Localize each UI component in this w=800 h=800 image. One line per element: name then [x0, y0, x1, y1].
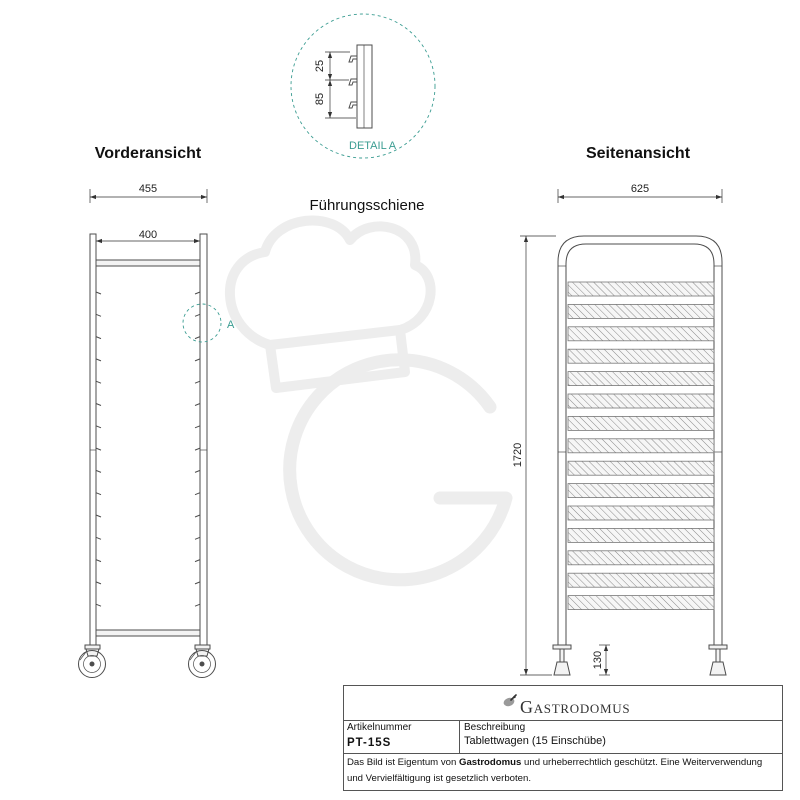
- front-left-slide: [96, 604, 101, 606]
- article-number-label: Artikelnummer: [347, 722, 412, 733]
- front-left-slide: [96, 426, 101, 428]
- side-tray: [568, 439, 714, 453]
- title-block: [343, 685, 783, 791]
- detail-top-dimension-label: 25: [314, 59, 326, 73]
- side-tray: [568, 596, 714, 610]
- side-tray: [568, 484, 714, 498]
- side-tray: [568, 349, 714, 363]
- front-outer-width-label: 455: [138, 183, 158, 195]
- detail-a: [291, 14, 435, 214]
- front-left-slide: [96, 448, 101, 450]
- front-view-title: Vorderansicht: [94, 145, 202, 162]
- front-left-slide: [96, 337, 101, 339]
- front-right-slide: [195, 292, 200, 294]
- front-bottom-crossbar: [96, 630, 200, 636]
- front-inner-width-label: 400: [138, 229, 158, 241]
- side-tray: [568, 416, 714, 430]
- side-right-foot: [709, 645, 727, 675]
- side-tray: [568, 551, 714, 565]
- logo-row: [344, 686, 782, 721]
- front-right-slide: [195, 493, 200, 495]
- front-left-slide: [96, 470, 101, 472]
- front-left-caster: [79, 645, 106, 678]
- guide-rail-profile: [349, 45, 372, 128]
- front-left-slide: [96, 359, 101, 361]
- side-depth-dimension: [558, 183, 722, 203]
- front-right-slide: [195, 337, 200, 339]
- detail-a-label: DETAIL A: [349, 140, 397, 152]
- side-depth-label: 625: [630, 183, 650, 195]
- front-left-slide: [96, 560, 101, 562]
- front-right-slide: [195, 404, 200, 406]
- front-left-post: [90, 234, 96, 645]
- front-right-slide: [195, 448, 200, 450]
- front-right-slide: [195, 537, 200, 539]
- side-tray: [568, 304, 714, 318]
- front-right-caster: [189, 645, 216, 678]
- front-right-slide: [195, 426, 200, 428]
- description-value: Tablettwagen (15 Einschübe): [464, 735, 606, 747]
- side-left-foot: [553, 645, 571, 675]
- front-left-slide: [96, 381, 101, 383]
- front-right-slide: [195, 515, 200, 517]
- side-tray: [568, 372, 714, 386]
- description-label: Beschreibung: [464, 722, 526, 733]
- copyright-notice: [344, 754, 782, 788]
- chef-hat-g-watermark: [230, 220, 506, 579]
- front-left-slide: [96, 292, 101, 294]
- brand-logo-text: GASTRODOMUS: [520, 697, 631, 717]
- front-right-slide: [195, 470, 200, 472]
- front-right-slide: [195, 560, 200, 562]
- side-tray: [568, 528, 714, 542]
- front-left-slide: [96, 314, 101, 316]
- front-inner-width-dimension: [96, 229, 200, 241]
- front-left-slide: [96, 537, 101, 539]
- detail-pitch-dimension-label: 85: [314, 92, 326, 106]
- chef-hat-logo-icon: [502, 694, 518, 708]
- side-tray: [568, 327, 714, 341]
- side-foot-height-dimension: [592, 645, 610, 675]
- side-height-dimension: [512, 236, 556, 675]
- side-view: [512, 145, 727, 675]
- side-tray: [568, 461, 714, 475]
- copyright-notice-start: Das Bild ist Eigentum von: [347, 757, 459, 768]
- copyright-notice-end: und urheberrechtlich geschützt. Eine Weiterverwendung und Vervielfältigung ist gesetzlich verboten.: [347, 757, 763, 784]
- side-tray: [568, 573, 714, 587]
- side-trays: [568, 282, 714, 610]
- article-number-value: PT-15S: [347, 737, 392, 749]
- front-tray-slides: [96, 292, 200, 606]
- front-right-slide: [195, 604, 200, 606]
- front-outer-width-dimension: [90, 183, 207, 203]
- front-right-slide: [195, 381, 200, 383]
- side-foot-height-label: 130: [592, 650, 604, 670]
- front-view: [79, 145, 236, 678]
- side-tray: [568, 282, 714, 296]
- front-left-slide: [96, 515, 101, 517]
- side-view-title: Seitenansicht: [585, 145, 691, 162]
- side-height-label: 1720: [512, 442, 524, 468]
- article-cell: [344, 721, 460, 753]
- front-left-slide: [96, 404, 101, 406]
- front-left-slide: [96, 582, 101, 584]
- front-right-slide: [195, 314, 200, 316]
- guide-rail-caption: Führungsschiene: [309, 197, 425, 214]
- front-right-post: [200, 234, 207, 645]
- info-row: [344, 721, 782, 754]
- front-top-crossbar: [96, 260, 200, 266]
- front-right-slide: [195, 359, 200, 361]
- front-left-slide: [96, 493, 101, 495]
- detail-a-marker-label: A: [227, 319, 235, 331]
- front-right-slide: [195, 582, 200, 584]
- detail-a-marker-circle: [183, 304, 221, 342]
- side-tray: [568, 394, 714, 408]
- copyright-notice-brand: Gastrodomus: [458, 757, 522, 768]
- side-tray: [568, 506, 714, 520]
